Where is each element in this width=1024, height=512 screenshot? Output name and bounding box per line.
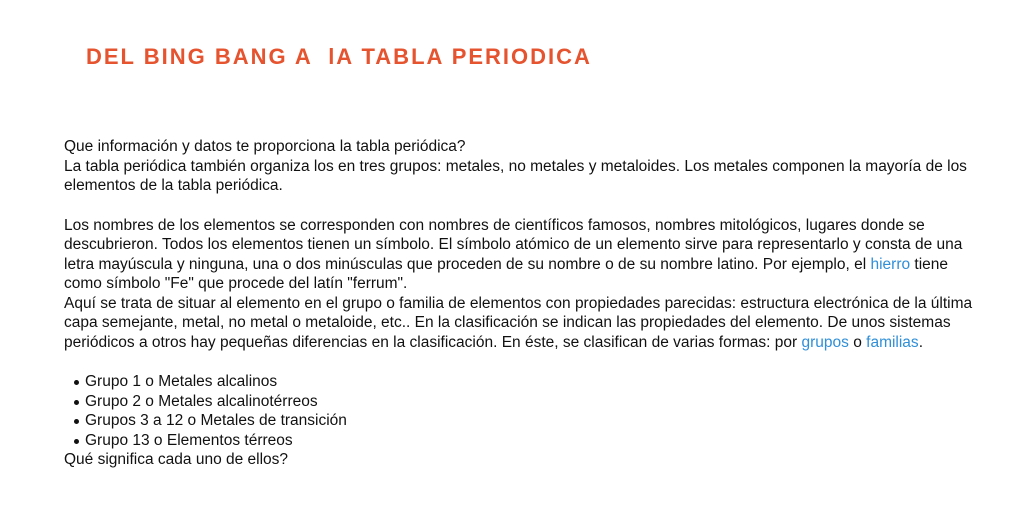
familias-link[interactable]: familias [866, 333, 919, 351]
groups-list [64, 372, 976, 450]
paragraph-spacer [64, 196, 976, 216]
list-item: Grupo 13 o Elementos térreos [74, 431, 976, 451]
paragraph-nombres-elementos [64, 216, 976, 294]
document-body [64, 137, 976, 470]
list-item: Grupos 3 a 12 o Metales de transición [74, 411, 976, 431]
list-spacer [64, 352, 976, 372]
paragraph-grupos-elementos: La tabla periódica también organiza los en tres grupos: metales, no metales y metaloides. Los metales componen la mayoría de los elementos de la tabla periódica. [64, 157, 967, 194]
paragraph-connector: o [848, 333, 867, 351]
paragraph-clasificacion [64, 294, 976, 353]
list-item: Grupo 1 o Metales alcalinos [74, 372, 976, 392]
paragraph-nombres-ending: tiene como símbolo "Fe" que procede del latín "ferrum". [64, 255, 949, 292]
paragraph-clasificacion-text: Aquí se trata de situar al elemento en el grupo o familia de elementos con propiedades parecidas: estructura electrónica de la última capa semejante, metal, no metal o metaloide, etc.. En la clasificación se indican las propiedades del elemento. De unos sistemas periódicos a otros hay pequeñas diferencias en la clasificación. En éste, se clasifican de varias formas: por [64, 294, 973, 351]
paragraph-nombres-text: Los nombres de los elementos se corresponden con nombres de científicos famosos, nombres mitológicos, lugares donde se descubrieron. Todos los elementos tienen un símbolo. El símbolo atómico de un elemento sirve para representarlo y consta de una letra mayúscula y ninguna, una o dos minúsculas que proceden de su nombre o de su nombre latino. Por ejemplo, el [64, 216, 963, 273]
paragraph-period: . [918, 333, 923, 351]
question-significado: Qué significa cada uno de ellos? [64, 451, 289, 468]
grupos-link[interactable]: grupos [801, 333, 849, 351]
hierro-link[interactable]: hierro [870, 255, 911, 273]
question-tabla-periodica: Que información y datos te proporciona la tabla periódica? [64, 138, 466, 155]
page-title: DEL BING BANG A lA TABLA PERIODICA [86, 44, 592, 69]
list-item: Grupo 2 o Metales alcalinotérreos [74, 392, 976, 412]
